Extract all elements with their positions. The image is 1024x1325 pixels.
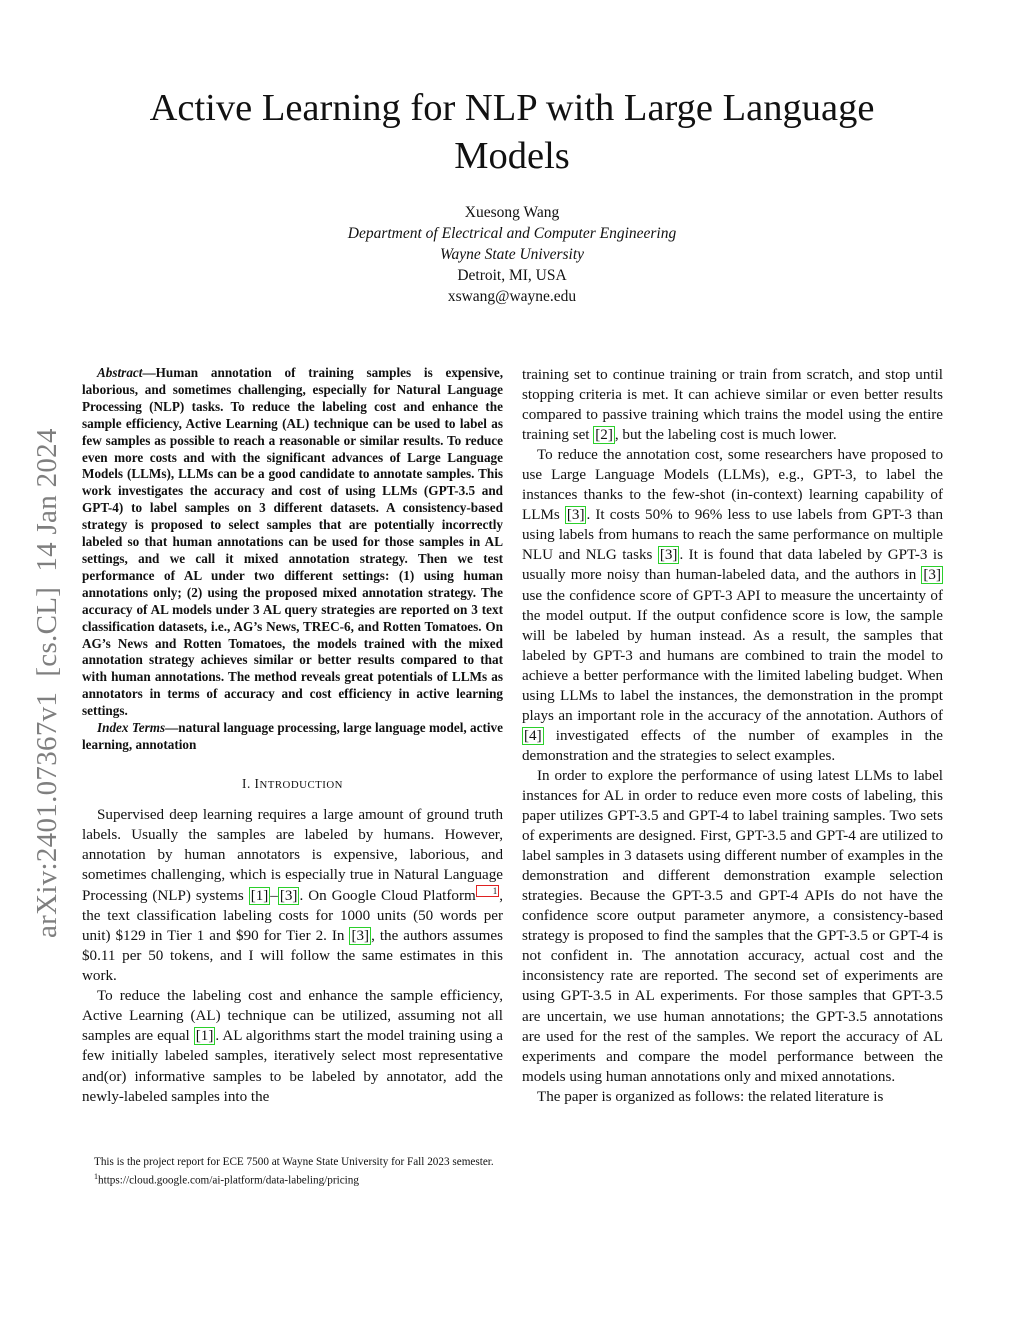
author-university: Wayne State University <box>439 246 585 263</box>
intro-paragraph-2: To reduce the labeling cost and enhance the sample efficiency, Active Learning (AL) technique can be utilized, assuming not all samples are equal [1] . AL algorithms start the model training using a few initially labeled samples, iteratively select most representative and(or) informative samples to be labeled by annotator, add the newly-labeled samples into the <box>82 988 503 1105</box>
author-block <box>200 202 824 307</box>
citation-link[interactable]: [3] <box>566 507 585 524</box>
arxiv-watermark: arXiv:2401.07367v1 [cs.CL] 14 Jan 2024 <box>31 428 63 938</box>
citation-link[interactable]: [3] <box>923 567 941 584</box>
author-email: xswang@wayne.edu <box>447 288 577 305</box>
section-heading-introduction: I. INTRODUCTION <box>242 775 343 791</box>
paper-title: Active Learning for NLP with Large Language Models <box>149 87 875 177</box>
citation-link[interactable]: [4] <box>524 727 542 744</box>
citation-link[interactable]: [1] <box>195 1028 214 1045</box>
intro-paragraph-4: In order to explore the performance of using latest LLMs to label instances for AL in order to reduce even more costs of labeling, this paper utilizes GPT-3.5 and GPT-4 to label training samples. Two sets of experiments are designed. First, GPT-3.5 and GPT-4 are utilized to label samples in 3 datasets using different number of examples in the demonstration and different demonstration example selection strategies. Because the GPT-3.5 and GPT-4 APIs do not have the confidence score output parameter anymore, a consistency-based strategy is proposed to find the samples that the GPT-3.5 or GPT-4 is not confident in. The annotation accuracy, actual cost and the inconsistency rate are reported. The second set of experiments are using GPT-3.5 in AL experiments. For those samples that GPT-3.5 are uncertain, we use human annotations; the GPT-3.5 annotations are used for the rest of the samples. We report the accuracy of AL experiments and compare the model performance between the models using human annotations only and mixed annotations. <box>522 767 943 1085</box>
citation-link[interactable]: [3] <box>659 547 678 564</box>
author-location: Detroit, MI, USA <box>457 267 567 284</box>
footnote-link[interactable]: 1 <box>476 885 500 897</box>
citation-link[interactable]: [2] <box>595 427 613 444</box>
right-column <box>522 365 943 1107</box>
citation-link[interactable]: [3] <box>279 888 298 905</box>
index-terms <box>82 720 503 754</box>
footnote-url[interactable]: https://cloud.google.com/ai-platform/data-labeling/pricing <box>98 1174 359 1187</box>
citation-link[interactable]: [1] <box>250 888 269 905</box>
abstract-text: —Human annotation of training samples is expensive, laborious, and sometimes challenging, especially for Natural Language Processing (NLP) tasks. To reduce the labeling cost and enhance the sample efficiency, Active Learning (AL) technique can be used to label as few samples as possible to reach a reasonable or similar results. To reduce even more costs and with the significant advances of Large Language Models (LLMs), LLMs can be a good candidate to annotate samples. This work investigates the accuracy and cost of using LLMs (GPT-3.5 and GPT-4) to label samples on 3 different datasets. A consistency-based strategy is proposed to select samples that are potentially incorrectly labeled so that human annotations can be used for those samples in AL settings, and we call it mixed annotation strategy. Then we test performance of AL under two different settings: (1) using human annotations only; (2) using the proposed mixed annotation strategy. The accuracy of AL models under 3 AL query strategies are reported on 3 text classification datasets, i.e., AG’s News, TREC-6, and Rotten Tomatoes. On AG’s News and Rotten Tomatoes, the models trained with the mixed annotation strategy achieves similar or better results compared to that with human annotations. The method reveals great potentials of LLMs as annotators in terms of accuracy and cost efficiency in active learning settings. <box>82 365 503 719</box>
footnotes <box>82 1156 503 1188</box>
intro-paragraph-2-cont: training set to continue training or train from scratch, and stop until stopping criteria is met. It can achieve similar or even better results compared to passive training which trains the model using the entire training set [2] , but the labeling cost is much lower. <box>522 367 943 444</box>
left-column <box>82 365 503 1107</box>
intro-paragraph-5: The paper is organized as follows: the related literature is <box>537 1088 884 1105</box>
abstract-label: Abstract <box>97 365 143 380</box>
index-terms-label: Index Terms <box>97 720 166 736</box>
abstract <box>82 365 503 720</box>
index-terms-text: —natural language processing, large language model, active learning, annotation <box>82 720 503 752</box>
author-name: Xuesong Wang <box>464 204 560 221</box>
citation-link[interactable]: [3] <box>351 928 370 945</box>
author-department: Department of Electrical and Computer Engineering <box>347 225 677 242</box>
footnote-project: This is the project report for ECE 7500 at Wayne State University for Fall 2023 semester. <box>94 1156 494 1168</box>
intro-paragraph-1: Supervised deep learning requires a large amount of ground truth labels. Usually the samples are labeled by humans. However, annotation by human annotators is expensive, laborious, and sometimes challenging, which is especially true in Natural Language Processing (NLP) systems [1] – [3] . On Google Cloud Platform 1 , the text classification labeling costs for 1000 units (50 words per unit) $129 in Tier 1 and $90 for Tier 2. In [3] , the authors assumes $0.11 per 50 tokens, and I will follow the same estimates in this work. <box>82 806 503 985</box>
footnote-1: $^1$https://cloud.google.com/ai-platform/data-labeling/pricing <box>94 1171 359 1187</box>
intro-paragraph-3: To reduce the annotation cost, some researchers have proposed to use Large Language Models (LLMs), e.g., GPT-3, to label the instances thanks to the few-shot (in-context) learning capability of LLMs [3] . It costs 50% to 96% less to use labels from GPT-3 than using labels from humans to reach the same performance on multiple NLU and NLG tasks [3] . It is found that data labeled by GPT-3 is usually more noisy than human-labeled data, and the authors in [3] use the confidence score of GPT-3 API to measure the uncertainty of the model output. If the output confidence score is low, the sample will be labeled by human instead. As a result, the samples that labeled by GPT-3 and humans are combined to train the model to achieve a better performance with the limited labeling budget. When using LLMs to label the instances, the demonstration in the prompt plays an important role in the accuracy of the annotation. Authors of [4] investigated effects of the number of examples in the demonstration and the strategies to select examples. <box>522 447 943 764</box>
